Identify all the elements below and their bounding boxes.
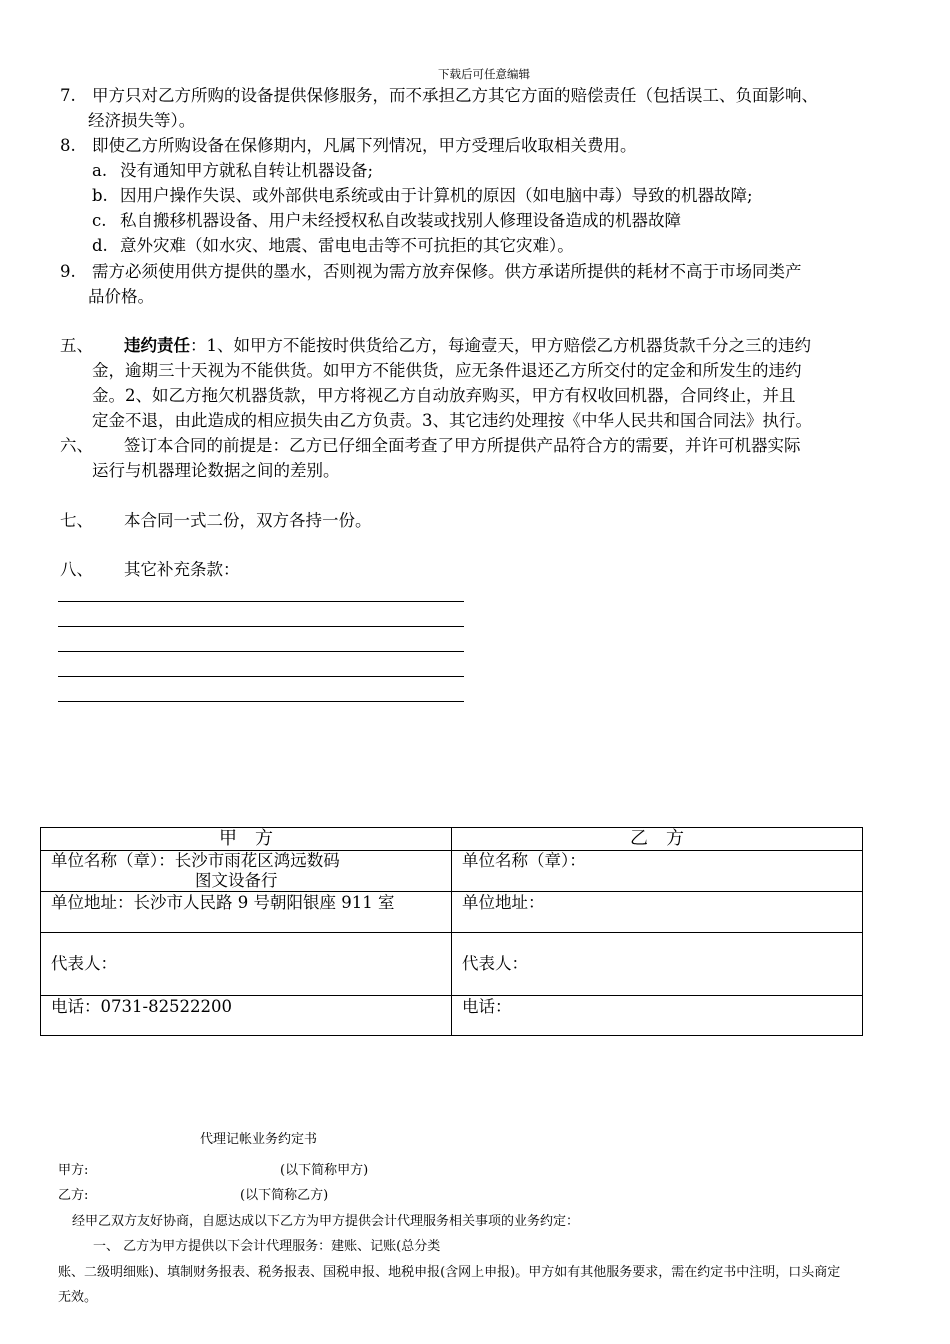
blank-line-4	[58, 676, 464, 677]
party-b-header: 乙 方	[452, 828, 863, 851]
agreement-item1-line1: 一、 乙方为甲方提供以下会计代理服务：建账、记账(总分类	[93, 1239, 441, 1254]
agreement-item1-line2: 账、二级明细账)、填制财务报表、税务报表、国税申报、地税申报(含网上申报)。甲方如有其他服务要求，需在约定书中注明，口头商定	[58, 1265, 841, 1280]
section-5-line1-text: ：1、如甲方不能按时供货给乙方，每逾壹天，甲方赔偿乙方机器货款千分之三的违约	[190, 336, 811, 355]
section-7-text: 本合同一式二份，双方各持一份。	[124, 511, 372, 530]
party-a-address: 单位地址：长沙市人民路 9 号朝阳银座 911 室	[41, 892, 452, 933]
agreement-party-b-note: (以下简称乙方)	[240, 1188, 329, 1203]
clause-8-item-a-mark: a.	[92, 161, 108, 180]
blank-line-2	[58, 626, 464, 627]
party-b-name: 单位名称（章）：	[452, 851, 863, 892]
section-6-line2: 运行与机器理论数据之间的差别。	[92, 461, 340, 480]
party-a-header: 甲 方	[41, 828, 452, 851]
blank-line-5	[58, 701, 464, 702]
clause-9-number: 9.	[60, 262, 76, 281]
section-6-number: 六、	[60, 436, 93, 455]
clause-8-item-d: 意外灾难（如水灾、地震、雷电电击等不可抗拒的其它灾难）。	[120, 236, 574, 255]
section-5-line2: 金，逾期三十天视为不能供货。如甲方不能供货，应无条件退还乙方所交付的定金和所发生的违约	[92, 361, 802, 380]
clause-7-line1: 甲方只对乙方所购的设备提供保修服务，而不承担乙方其它方面的赔偿责任（包括误工、负面影响、	[92, 86, 818, 105]
party-a-name-line2: 图文设备行	[195, 871, 278, 890]
blank-line-3	[58, 651, 464, 652]
agreement-title: 代理记帐业务约定书	[200, 1132, 318, 1147]
clause-9-line1: 需方必须使用供方提供的墨水，否则视为需方放弃保修。供方承诺所提供的耗材不高于市场同类产	[92, 262, 802, 281]
agreement-party-a-label: 甲方:	[58, 1163, 89, 1178]
section-5-title: 违约责任	[124, 336, 190, 355]
clause-8-number: 8.	[60, 136, 76, 155]
party-a-representative: 代表人：	[41, 933, 452, 996]
party-a-name-cell	[41, 851, 452, 892]
party-a-name-line1: 单位名称（章）：长沙市雨花区鸿远数码	[51, 851, 340, 870]
section-7-number: 七、	[60, 511, 93, 530]
section-5-line3: 金。2、如乙方拖欠机器货款，甲方将视乙方自动放弃购买，甲方有权收回机器，合同终止，并且	[92, 386, 796, 405]
section-8-number: 八、	[60, 560, 93, 579]
clause-8-item-d-mark: d.	[92, 236, 108, 255]
clause-8-item-b: 因用户操作失误、或外部供电系统或由于计算机的原因（如电脑中毒）导致的机器故障;	[120, 186, 753, 205]
clause-8-item-a: 没有通知甲方就私自转让机器设备;	[120, 161, 374, 180]
clause-8-text: 即使乙方所购设备在保修期内，凡属下列情况，甲方受理后收取相关费用。	[92, 136, 637, 155]
agreement-party-a-note: (以下简称甲方)	[280, 1163, 369, 1178]
blank-line-1	[58, 601, 464, 602]
signature-table	[40, 827, 863, 1036]
section-8-text: 其它补充条款：	[124, 560, 240, 579]
section-5-line1	[124, 334, 811, 358]
header-note: 下载后可任意编辑	[438, 67, 530, 81]
section-5-line4: 定金不退，由此造成的相应损失由乙方负责。3、其它违约处理按《中华人民共和国合同法》执行。	[92, 411, 812, 430]
section-6-line1: 签订本合同的前提是：乙方已仔细全面考查了甲方所提供产品符合方的需要，并许可机器实际	[124, 436, 801, 455]
clause-7-line2: 经济损失等）。	[88, 111, 196, 130]
party-a-phone: 电话：0731-82522200	[41, 996, 452, 1036]
party-b-representative: 代表人：	[452, 933, 863, 996]
party-b-phone: 电话：	[452, 996, 863, 1036]
clause-8-item-b-mark: b.	[92, 186, 108, 205]
clause-9-line2: 品价格。	[88, 287, 154, 306]
agreement-party-b-label: 乙方:	[58, 1188, 89, 1203]
clause-8-item-c: 私自搬移机器设备、用户未经授权私自改装或找别人修理设备造成的机器故障	[120, 211, 681, 230]
section-5-number: 五、	[60, 336, 93, 355]
clause-8-item-c-mark: c.	[92, 211, 107, 230]
party-b-address: 单位地址：	[452, 892, 863, 933]
agreement-intro: 经甲乙双方友好协商，自愿达成以下乙方为甲方提供会计代理服务相关事项的业务约定：	[72, 1214, 580, 1229]
clause-7-number: 7.	[60, 86, 76, 105]
agreement-item1-line3: 无效。	[58, 1290, 98, 1305]
